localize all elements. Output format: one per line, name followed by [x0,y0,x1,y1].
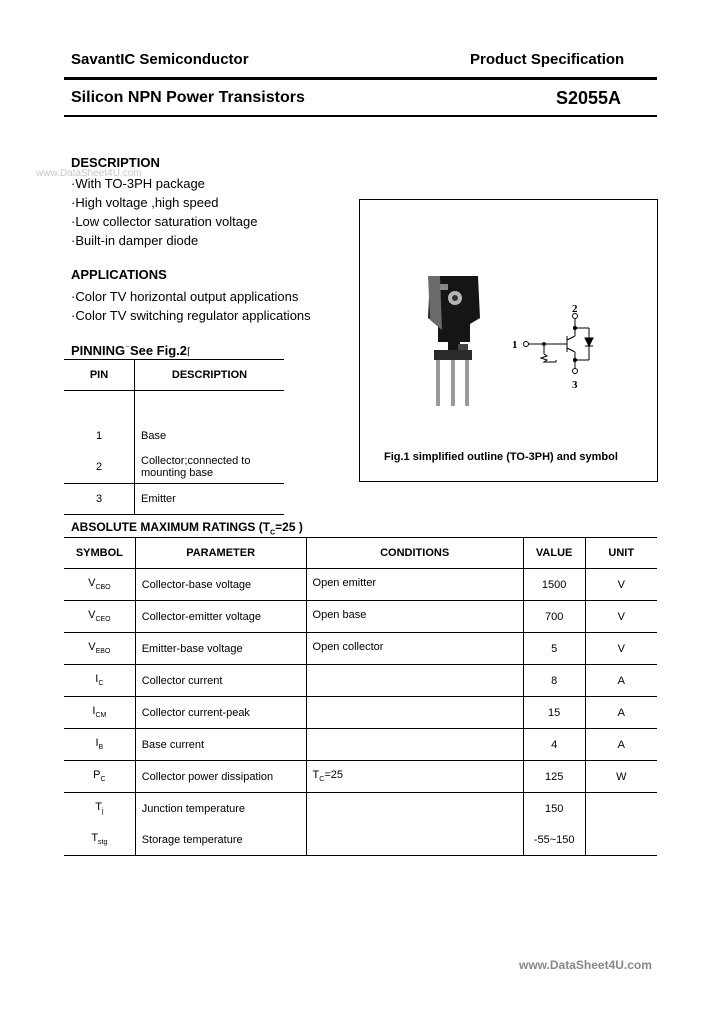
pin-desc-header: DESCRIPTION [135,360,285,391]
pin-number: 3 [64,483,135,514]
symbol-pin-2-label: 2 [572,303,578,315]
rating-condition [306,729,523,761]
header-rule-bottom [64,115,657,117]
product-line: Silicon NPN Power Transistors [71,89,305,106]
rating-condition: Open collector [306,633,523,665]
rating-symbol: $V_{EBO}$ [64,633,135,665]
rating-row [64,793,657,825]
rating-row [64,665,657,697]
applications-list [71,287,311,325]
pin-description: Emitter [135,483,285,514]
pinning-heading: PINNING⁻See Fig.2⌈ [71,343,191,358]
part-number: S2055A [556,88,622,108]
rating-row [64,824,657,856]
pin-number: 1 [64,421,135,451]
ratings-title: ABSOLUTE MAXIMUM RATINGS ($T_C=25$ ) [71,520,303,537]
rating-unit: A [585,665,657,697]
rating-parameter: Collector power dissipation [135,761,306,793]
pin-number: 2 [64,451,135,484]
watermark-top: www.DataSheet4U.com [36,168,142,179]
rating-condition [306,824,523,856]
description-list [71,174,257,250]
doc-type: Product Specification [470,51,625,68]
rating-row [64,633,657,665]
watermark-bottom: www.DataSheet4U.com [519,958,652,972]
rating-unit: V [585,601,657,633]
header-rule-top [64,77,657,80]
rating-parameter: Base current [135,729,306,761]
value-header: VALUE [523,538,585,569]
figure-box [359,199,658,482]
rating-value: 150 [523,793,585,825]
rating-row [64,761,657,793]
description-title: DESCRIPTION [71,155,160,170]
pin-description: Collector;connected to mounting base [141,454,251,479]
npn-transistor-symbol-icon [524,314,594,374]
description-item: ·With TO-3PH package [71,176,205,191]
company-name: SavantIC Semiconductor [71,51,249,68]
ratings-body [64,569,657,856]
pinning-table [64,359,284,515]
pinning-see: See Fig.2 [129,343,188,358]
rating-condition [306,697,523,729]
rating-parameter: Collector current [135,665,306,697]
pinning-title: PINNING [71,343,126,358]
rating-unit [585,793,657,825]
rating-parameter: Collector-base voltage [135,569,306,601]
rating-condition [306,665,523,697]
rating-symbol: $V_{CEO}$ [64,601,135,633]
pin-header: PIN [64,360,135,391]
rating-condition: Open emitter [306,569,523,601]
symbol-header: SYMBOL [64,538,135,569]
rating-value: -55~150 [523,824,585,856]
rating-row [64,569,657,601]
rating-unit: W [585,761,657,793]
rating-symbol: $V_{CBO}$ [64,569,135,601]
rating-condition: $T_C=25$ [306,761,523,793]
rating-symbol: $T_{stg}$ [64,824,135,856]
rating-symbol: $T_j$ [64,793,135,825]
conditions-header: CONDITIONS [306,538,523,569]
rating-symbol: $I_{CM}$ [64,697,135,729]
description-item: ·Low collector saturation voltage [71,214,258,229]
applications-title: APPLICATIONS [71,267,167,282]
rating-value: 15 [523,697,585,729]
rating-unit: V [585,569,657,601]
application-item: ·Color TV horizontal output applications [71,289,299,304]
rating-value: 700 [523,601,585,633]
figure-caption: Fig.1 simplified outline (TO-3PH) and symbol [384,451,618,463]
description-item: ·High voltage ,high speed [71,195,219,210]
rating-value: 125 [523,761,585,793]
rating-unit: A [585,697,657,729]
rating-unit [585,824,657,856]
symbol-pin-3-label: 3 [572,379,578,391]
rating-value: 8 [523,665,585,697]
application-item: ·Color TV switching regulator applications [71,308,311,323]
rating-value: 5 [523,633,585,665]
rating-value: 1500 [523,569,585,601]
rating-value: 4 [523,729,585,761]
rating-unit: A [585,729,657,761]
rating-symbol: $I_B$ [64,729,135,761]
symbol-pin-1-label: 1 [512,339,518,351]
parameter-header: PARAMETER [135,538,306,569]
unit-header: UNIT [585,538,657,569]
rating-condition: Open base [306,601,523,633]
rating-parameter: Storage temperature [135,824,306,856]
rating-row [64,697,657,729]
rating-row [64,601,657,633]
package-and-symbol-drawing [360,200,657,481]
rating-row [64,729,657,761]
rating-condition [306,793,523,825]
ratings-table [64,537,657,856]
to3ph-package-icon [428,276,480,406]
rating-symbol: $I_C$ [64,665,135,697]
rating-unit: V [585,633,657,665]
pin-description: Base [141,429,167,442]
rating-symbol: $P_C$ [64,761,135,793]
rating-parameter: Collector-emitter voltage [135,601,306,633]
rating-parameter: Emitter-base voltage [135,633,306,665]
rating-parameter: Junction temperature [135,793,306,825]
description-item: ·Built-in damper diode [71,233,199,248]
rating-parameter: Collector current-peak [135,697,306,729]
